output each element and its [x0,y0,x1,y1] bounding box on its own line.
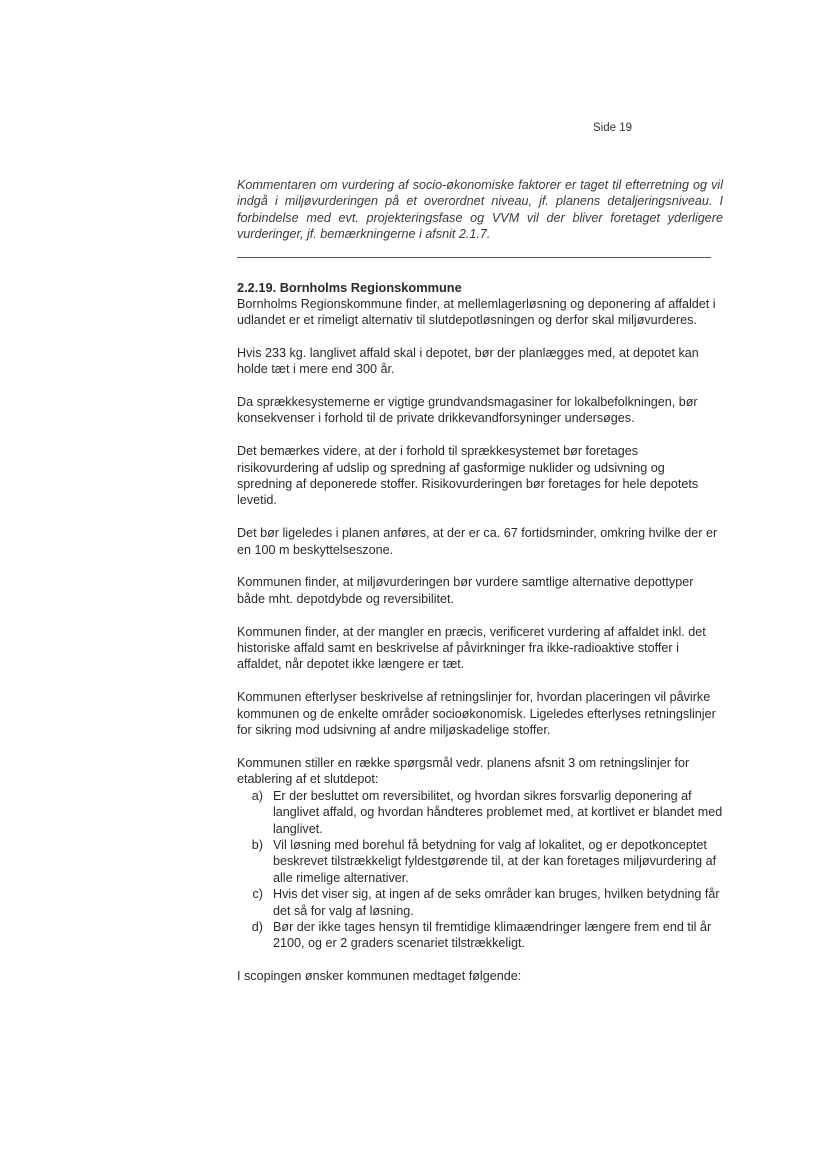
paragraph: Bornholms Regionskommune finder, at mellemlagerløsning og deponering af affaldet i udlandet er et rimeligt alternativ til slutdepotløsningen og derfor skal miljøvurderes. [237,296,716,328]
response-comment: Kommentaren om vurdering af socio-økonomiske faktorer er taget til efterretning og vil indgå i miljøvurderingen på et overordnet niveau, jf. planens detaljeringsniveau. I forbindelse med evt. projekteringsfase og VVM vil der bliver foretaget yderligere vurderinger, jf. bemærkningerne i afsnit 2.1.7. [237,178,723,242]
list-item [237,886,723,919]
paragraph: Det bør ligeledes i planen anføres, at der er ca. 67 fortidsminder, omkring hvilke der er en 100 m beskyttelseszone. [237,526,718,557]
list-marker: c) [252,887,263,902]
closing-paragraph: I scopingen ønsker kommunen medtaget følgende: [237,969,522,984]
separator-line [237,257,711,258]
list-item-text: Hvis det viser sig, at ingen af de seks områder kan bruges, hvilken betydning får det så for valg af løsning. [273,887,720,918]
paragraph: Kommunen stiller en række spørgsmål vedr. planens afsnit 3 om retningslinjer for etablering af et slutdepot: [237,755,690,787]
list-item-text: Er der besluttet om reversibilitet, og hvordan sikres forsvarlig deponering af langlivet affald, og hvordan håndteres problemet med, at kortlivet er blandet med langlivet. [273,788,723,836]
list-marker: a) [251,788,263,803]
paragraph: Kommunen finder, at miljøvurderingen bør vurdere samtlige alternative depottyper både mht. depotdybde og reversibilitet. [237,575,694,606]
paragraph: Kommunen finder, at der mangler en præcis, verificeret vurdering af affaldet inkl. det historiske affald samt en beskrivelse af påvirkninger fra ikke-radioaktive stoffer i affaldet, når depotet ikke længere er tæt. [237,624,706,672]
paragraph: Det bemærkes videre, at der i forhold til sprækkesystemet bør foretages risikovurdering af udslip og spredning af gasformige nuklider og udsivning og spredning af deponerede stoffer. Risikovurderingen bør foretages for hele depotets levetid. [237,444,699,508]
list-item [237,919,723,952]
list-item-text: Bør der ikke tages hensyn til fremtidige klimaændringer længere frem end til år 2100, og er 2 graders scenariet tilstrækkeligt. [273,919,712,951]
document-body [237,177,723,985]
paragraph: Da sprækkesystemerne er vigtige grundvandsmagasiner for lokalbefolkningen, bør konsekvenser i forhold til de private drikkevandforsyninger undersøges. [237,395,698,426]
list-item-text: Vil løsning med borehul få betydning for valg af lokalitet, og er depotkonceptet beskrevet tilstrækkeligt fyldestgørende til, at der kan foretages miljøvurdering af alle rimelige alternativer. [273,837,717,885]
list-marker: d) [251,919,263,934]
question-list [237,788,723,952]
list-marker: b) [251,837,263,852]
list-item [237,788,723,837]
list-item [237,837,723,886]
page-number: Side 19 [593,122,633,134]
paragraph: Hvis 233 kg. langlivet affald skal i depotet, bør der planlægges med, at depotet kan holde tæt i mere end 300 år. [237,345,699,377]
section-heading: 2.2.19. Bornholms Regionskommune [237,279,462,295]
paragraph: Kommunen efterlyser beskrivelse af retningslinjer for, hvordan placeringen vil påvirke kommunen og de enkelte områder socioøkonomisk. Ligeledes efterlyses retningslinjer for sikring mod udsivning af andre miljøskadelige stoffer. [237,690,716,738]
